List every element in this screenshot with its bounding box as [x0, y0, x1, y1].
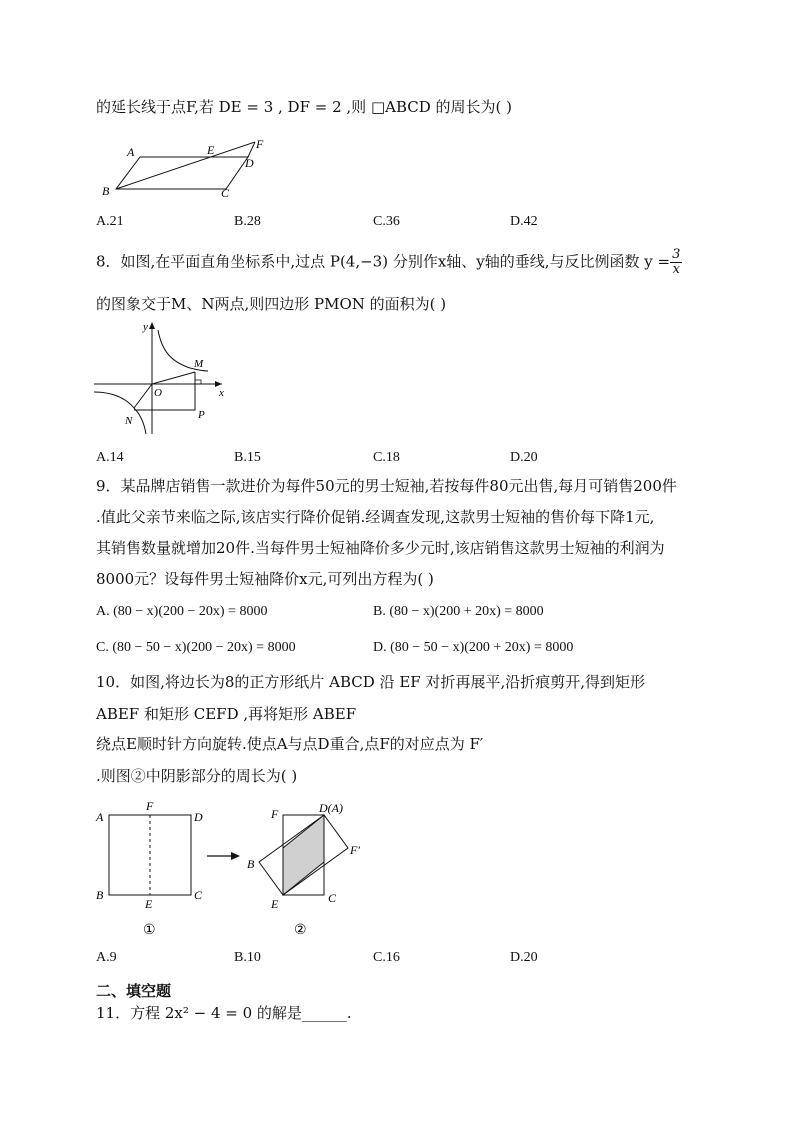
section-heading: 二、填空题 — [96, 982, 172, 1000]
q10-option-b: B.10 — [234, 950, 261, 965]
q7-option-a: A.21 — [96, 214, 124, 229]
q7-stem-text: 的延长线于点F,若 DE = 3 , DF = 2 ,则 — [96, 98, 367, 116]
q9-option-d: D. (80 − 50 − x)(200 + 20x) = 8000 — [373, 640, 574, 655]
q8-option-c: C.18 — [373, 450, 400, 465]
q10-fig1-label-c: C — [194, 888, 203, 902]
q8-stem-line2: 的图象交于M、N两点,则四边形 PMON 的面积为( ) — [96, 295, 447, 313]
q10-fig2-label-c: C — [328, 891, 337, 905]
q7-parallelogram-figure — [100, 136, 280, 200]
q10-fig1-label-d: D — [194, 810, 203, 824]
q10-fig2-label-d-a: D(A) — [319, 801, 343, 815]
q8-label-o: O — [154, 387, 162, 399]
q10-stem-line4: .则图②中阴影部分的周长为( ) — [96, 767, 298, 785]
q7-label-b: B — [102, 184, 110, 198]
q7-shape: □ABCD — [370, 98, 431, 116]
q8-option-d: D.20 — [510, 450, 538, 465]
q10-fig2-label-b: B — [247, 857, 255, 871]
q8-frac-num: 3 — [672, 247, 681, 262]
q9-option-a: A. (80 − x)(200 − 20x) = 8000 — [96, 604, 268, 619]
q10-figures — [92, 798, 382, 940]
q10-stem-line1: 10．如图,将边长为8的正方形纸片 ABCD 沿 EF 对折再展平,沿折痕剪开,得到矩形 — [96, 673, 646, 691]
q7-label-f: F — [256, 137, 264, 151]
q7-label-d: D — [245, 156, 254, 170]
q9-stem-line2: .值此父亲节来临之际,该店实行降价促销.经调查发现,这款男士短袖的售价每下降1元, — [96, 508, 655, 526]
q8-label-y: y — [143, 321, 148, 333]
q7-stem — [96, 97, 512, 117]
q8-label-m: M — [194, 358, 204, 370]
q8-label-x: x — [219, 387, 224, 399]
q10-caption-2: ② — [294, 923, 307, 938]
q8-stem-text: 8．如图,在平面直角坐标系中,过点 P(4,−3) 分别作x轴、y轴的垂线,与反比例函数 y = — [96, 252, 671, 271]
q10-stem-line3: 绕点E顺时针方向旋转.使点A与点D重合,点F的对应点为 F′ — [96, 735, 484, 753]
q10-option-c: C.16 — [373, 950, 400, 965]
q8-label-n: N — [125, 415, 133, 427]
q8-label-p: P — [198, 409, 205, 421]
q11-stem: 11．方程 2x² − 4 = 0 的解是______. — [96, 1004, 352, 1022]
q9-stem-line4: 8000元？设每件男士短袖降价x元,可列出方程为( ) — [96, 570, 434, 588]
q8-coordinate-figure — [94, 318, 234, 436]
q10-option-a: A.9 — [96, 950, 117, 965]
q10-caption-1: ① — [143, 923, 156, 938]
q7-label-e: E — [207, 143, 215, 157]
q8-frac-den: x — [672, 262, 680, 277]
q7-label-a: A — [127, 145, 135, 159]
q10-fig1-label-e: E — [145, 897, 153, 911]
q7-option-b: B.28 — [234, 214, 261, 229]
q10-fig2-label-f: F — [271, 807, 279, 821]
q8-fraction — [670, 248, 682, 277]
q9-option-b: B. (80 − x)(200 + 20x) = 8000 — [373, 604, 544, 619]
q10-fig1-label-a: A — [96, 810, 104, 824]
q9-stem-line3: 其销售数量就增加20件.当每件男士短袖降价多少元时,该店销售这款男士短袖的利润为 — [96, 539, 665, 557]
q10-fig2-label-f-prime: F′ — [350, 843, 360, 857]
q9-option-c: C. (80 − 50 − x)(200 − 20x) = 8000 — [96, 640, 296, 655]
q10-option-d: D.20 — [510, 950, 538, 965]
q7-option-d: D.42 — [510, 214, 538, 229]
q10-stem-line2: ABEF 和矩形 CEFD ,再将矩形 ABEF — [96, 705, 357, 723]
q10-fig2-label-e: E — [271, 897, 279, 911]
q8-option-a: A.14 — [96, 450, 124, 465]
arrow-right-icon — [231, 852, 240, 860]
q10-fig1-label-b: B — [96, 888, 104, 902]
q8-stem-line1 — [96, 248, 682, 277]
q7-option-c: C.36 — [373, 214, 400, 229]
q8-option-b: B.15 — [234, 450, 261, 465]
q9-stem-line1: 9．某品牌店销售一款进价为每件50元的男士短袖,若按每件80元出售,每月可销售200件 — [96, 477, 677, 495]
q10-fig1-label-f: F — [146, 799, 154, 813]
q7-stem-end: 的周长为( ) — [435, 98, 513, 116]
q7-label-c: C — [221, 186, 230, 200]
